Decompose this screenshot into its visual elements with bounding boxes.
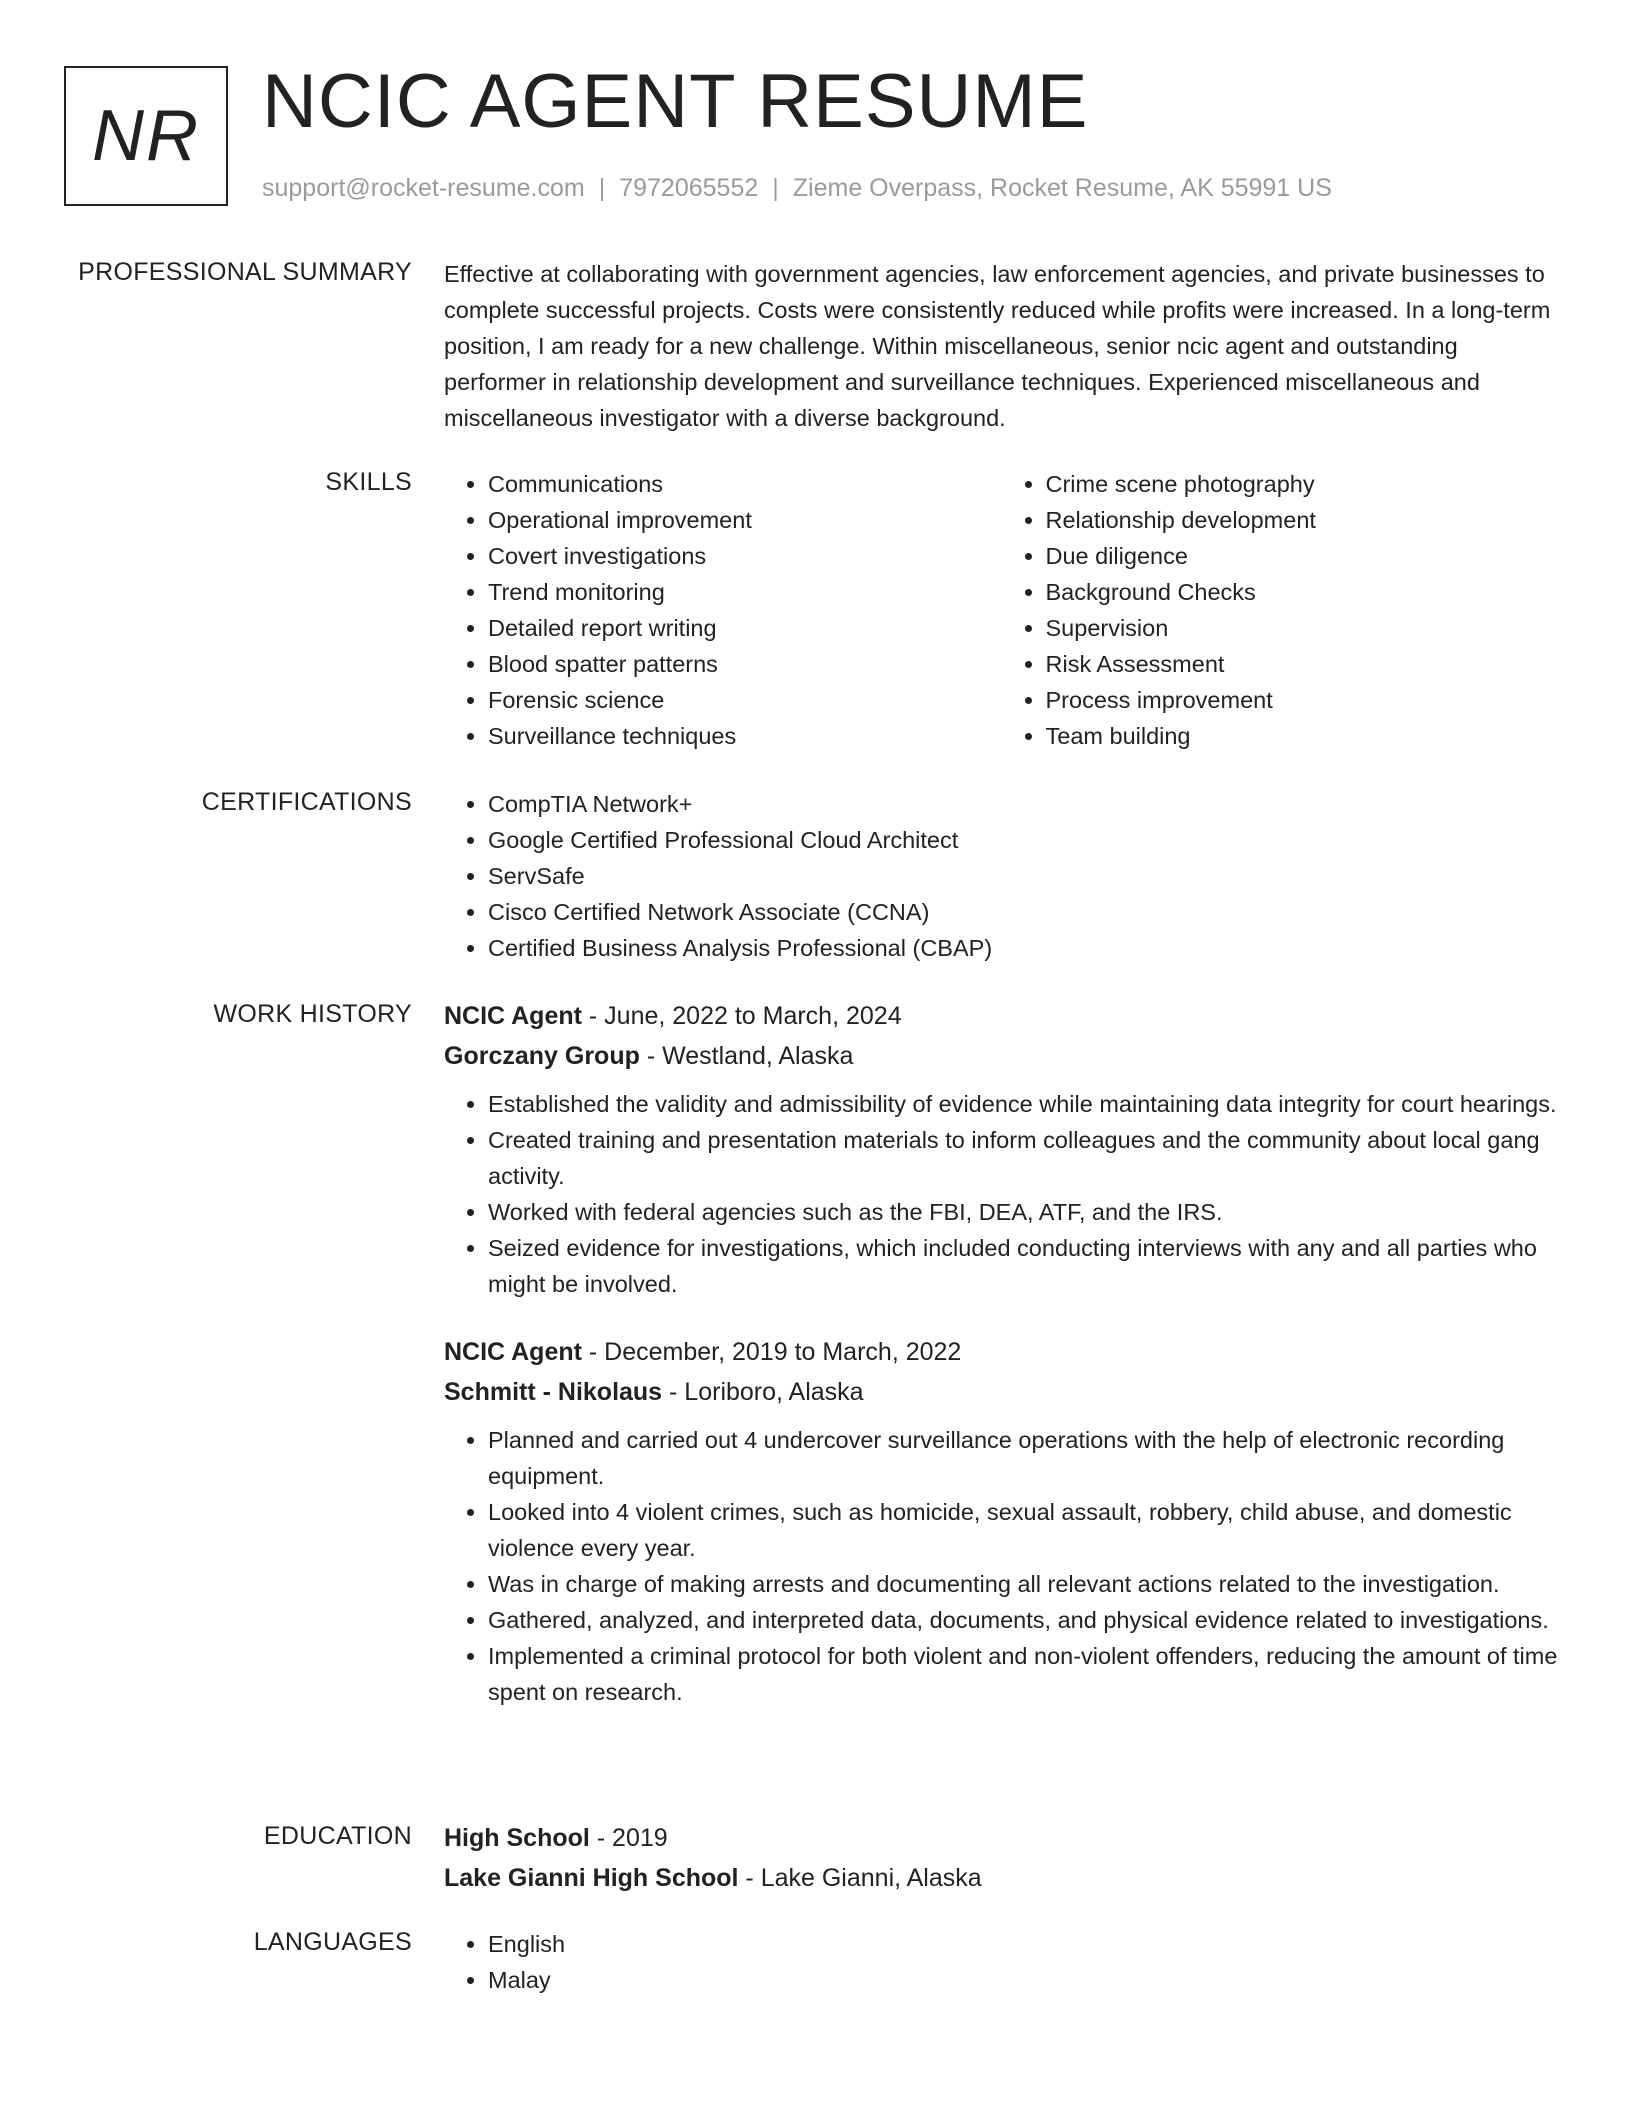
- summary-text: Effective at collaborating with government agencies, law enforcement agencies, and private businesses to complete successful projects. Costs were consistently reduced while profits were increased. In a long-term position, I am ready for a new challenge. Within miscellaneous, senior ncic agent and outstanding performer in relationship development and surveillance techniques. Experienced miscellaneous and miscellaneous investigator with a diverse background.: [444, 261, 1551, 431]
- job-dates: - June, 2022 to March, 2024: [581, 1002, 902, 1030]
- list-item: • Background Checks: [1046, 574, 1560, 610]
- list-item: • Process improvement: [1046, 682, 1560, 718]
- job-entry: [444, 1332, 1559, 1710]
- list-item: • Planned and carried out 4 undercover surveillance operations with the help of electronic recording equipment.: [488, 1422, 1559, 1494]
- job-company-line: [444, 1372, 1559, 1412]
- section-label: LANGUAGES: [253, 1928, 412, 1956]
- list-item: • Seized evidence for investigations, which included conducting interviews with any and all parties who might be involved.: [488, 1230, 1559, 1302]
- list-item: • Forensic science: [488, 682, 1002, 718]
- languages-list: [444, 1926, 1559, 1998]
- job-dates: - December, 2019 to March, 2022: [581, 1338, 962, 1366]
- resume-title: NCIC AGENT RESUME: [262, 59, 1089, 144]
- job-title-line: [444, 1332, 1559, 1372]
- certifications-list: [444, 786, 1559, 966]
- section-label: PROFESSIONAL SUMMARY: [78, 258, 412, 286]
- email-link[interactable]: support@rocket-resume.com: [262, 174, 585, 202]
- list-item: • Team building: [1046, 718, 1560, 754]
- languages-content: [444, 1926, 1559, 1998]
- list-item: • Supervision: [1046, 610, 1560, 646]
- section-label: WORK HISTORY: [213, 1000, 412, 1028]
- list-item: • Cisco Certified Network Associate (CCNA): [488, 894, 1559, 930]
- list-item: • Crime scene photography: [1046, 466, 1560, 502]
- list-item: • CompTIA Network+: [488, 786, 1559, 822]
- list-item: • Covert investigations: [488, 538, 1002, 574]
- job-company: Schmitt - Nikolaus: [444, 1378, 663, 1406]
- list-item: • Gathered, analyzed, and interpreted data, documents, and physical evidence related to investigations.: [488, 1602, 1559, 1638]
- certifications-content: [444, 786, 1559, 966]
- section-label: EDUCATION: [263, 1822, 412, 1850]
- list-item: • Operational improvement: [488, 502, 1002, 538]
- list-item: • Detailed report writing: [488, 610, 1002, 646]
- school-location: - Lake Gianni, Alaska: [738, 1864, 982, 1892]
- school-line: [444, 1858, 1559, 1898]
- list-item: • Communications: [488, 466, 1002, 502]
- list-item: • Surveillance techniques: [488, 718, 1002, 754]
- job-company-line: [444, 1036, 1559, 1076]
- job-company: Gorczany Group: [444, 1042, 640, 1070]
- list-item: • Implemented a criminal protocol for both violent and non-violent offenders, reducing the amount of time spent on research.: [488, 1638, 1559, 1710]
- job-location: - Loriboro, Alaska: [662, 1378, 864, 1406]
- list-item: • Due diligence: [1046, 538, 1560, 574]
- list-item: • Google Certified Professional Cloud Architect: [488, 822, 1559, 858]
- job-bullets: [444, 1422, 1559, 1710]
- separator: |: [598, 174, 606, 202]
- initials-monogram: NR: [64, 66, 228, 206]
- section-label: SKILLS: [325, 468, 412, 496]
- school-name: Lake Gianni High School: [444, 1864, 739, 1892]
- address: Zieme Overpass, Rocket Resume, AK 55991 US: [792, 174, 1332, 202]
- list-item: • Was in charge of making arrests and documenting all relevant actions related to the investigation.: [488, 1566, 1559, 1602]
- contact-line: [262, 174, 1332, 203]
- work-history-content: [444, 996, 1559, 1710]
- skills-list-right: [1002, 466, 1560, 754]
- list-item: • Blood spatter patterns: [488, 646, 1002, 682]
- list-item: • Trend monitoring: [488, 574, 1002, 610]
- list-item: • Established the validity and admissibility of evidence while maintaining data integrity for court hearings.: [488, 1086, 1559, 1122]
- list-item: • Risk Assessment: [1046, 646, 1560, 682]
- job-bullets: [444, 1086, 1559, 1302]
- list-item: • ServSafe: [488, 858, 1559, 894]
- separator: |: [772, 174, 779, 202]
- job-title-line: [444, 996, 1559, 1036]
- list-item: • Looked into 4 violent crimes, such as homicide, sexual assault, robbery, child abuse, and domestic violence every year.: [488, 1494, 1559, 1566]
- list-item: • Certified Business Analysis Professional (CBAP): [488, 930, 1559, 966]
- job-entry: [444, 996, 1559, 1302]
- list-item: • English: [488, 1926, 1559, 1962]
- education-content: [444, 1818, 1559, 1898]
- list-item: • Created training and presentation materials to inform colleagues and the community about local gang activity.: [488, 1122, 1559, 1194]
- degree-line: [444, 1818, 1559, 1858]
- job-title: NCIC Agent: [444, 1002, 582, 1030]
- skills-content: [444, 466, 1559, 754]
- degree: High School: [444, 1824, 590, 1852]
- skills-list-left: [444, 466, 1002, 754]
- job-location: - Westland, Alaska: [639, 1042, 854, 1070]
- section-label: CERTIFICATIONS: [201, 788, 412, 816]
- job-title: NCIC Agent: [444, 1338, 582, 1366]
- list-item: • Worked with federal agencies such as the FBI, DEA, ATF, and the IRS.: [488, 1194, 1559, 1230]
- list-item: • Malay: [488, 1962, 1559, 1998]
- graduation-year: - 2019: [589, 1824, 668, 1852]
- phone-number: 7972065552: [619, 174, 759, 202]
- list-item: • Relationship development: [1046, 502, 1560, 538]
